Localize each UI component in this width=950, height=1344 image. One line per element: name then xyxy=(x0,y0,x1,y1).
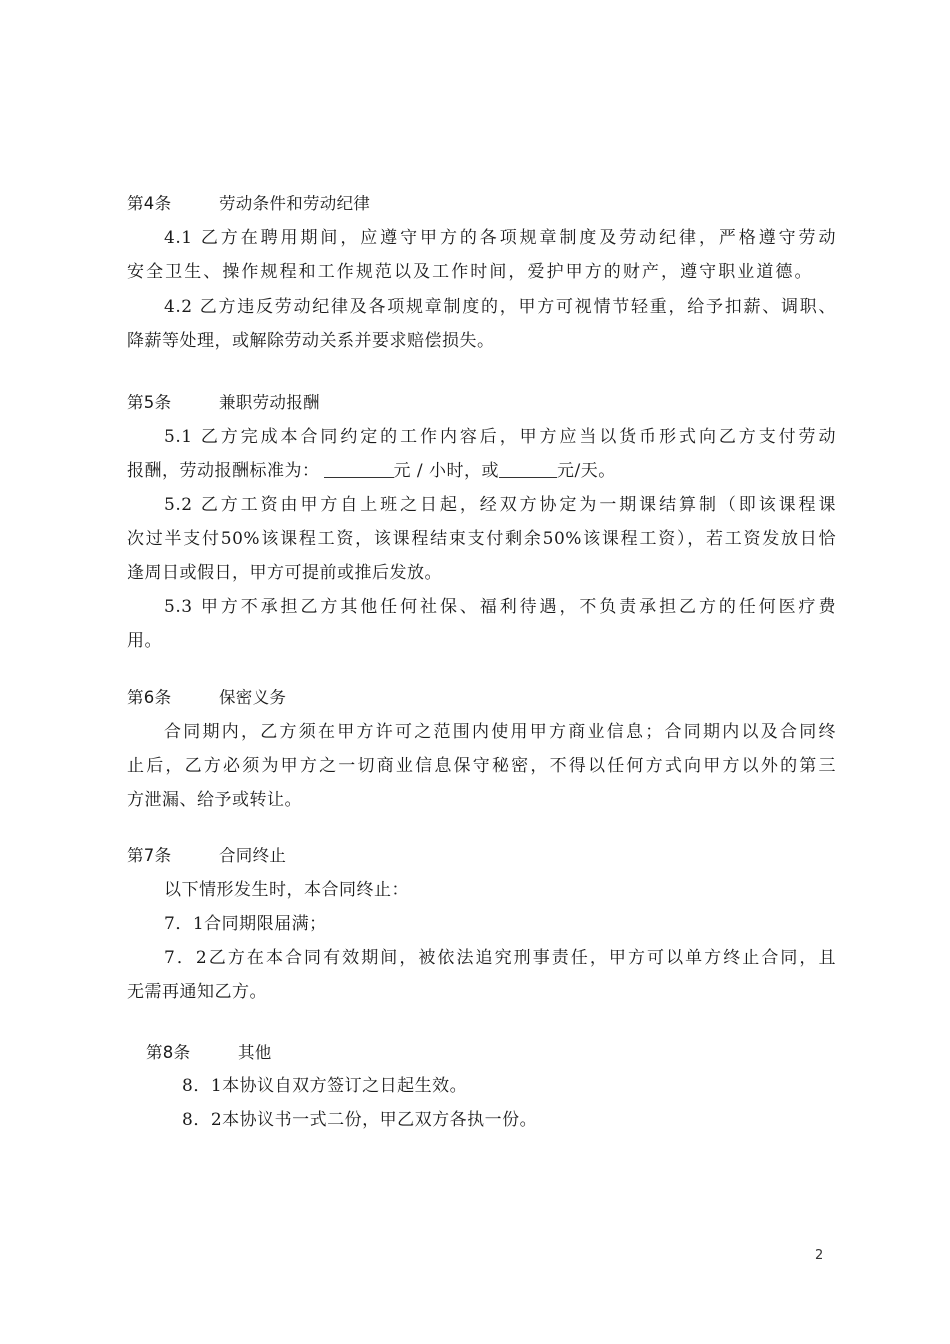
section-6-heading xyxy=(127,687,286,709)
paragraph-line: 5.3 甲方不承担乙方其他任何社保、福利待遇，不负责承担乙方的任何医疗费 xyxy=(164,597,836,617)
paragraph-line: 用。 xyxy=(127,631,162,651)
section-number: 第6条 xyxy=(127,688,172,707)
section-number: 第7条 xyxy=(127,846,172,865)
paragraph-line: 无需再通知乙方。 xyxy=(127,982,267,1002)
paragraph-line: 8．1本协议自双方签订之日起生效。 xyxy=(182,1076,468,1096)
paragraph-line xyxy=(127,460,616,482)
text-fragment: 元 / 小时，或 xyxy=(393,461,500,481)
page-number: 2 xyxy=(815,1248,824,1263)
paragraph-line: 止后，乙方必须为甲方之一切商业信息保守秘密，不得以任何方式向甲方以外的第三 xyxy=(127,756,836,776)
paragraph-line: 8．2本协议书一式二份，甲乙双方各执一份。 xyxy=(182,1110,538,1130)
section-4-heading xyxy=(127,193,370,215)
paragraph-line: 4.2 乙方违反劳动纪律及各项规章制度的，甲方可视情节轻重，给予扣薪、调职、 xyxy=(164,297,836,317)
paragraph-line: 逢周日或假日，甲方可提前或推后发放。 xyxy=(127,563,442,583)
paragraph-line: 次过半支付50%该课程工资，该课程结束支付剩余50%该课程工资），若工资发放日恰 xyxy=(127,529,836,549)
section-number: 第5条 xyxy=(127,393,172,412)
section-number: 第4条 xyxy=(127,194,172,213)
hourly-rate-blank[interactable] xyxy=(324,461,394,478)
paragraph-line: 降薪等处理，或解除劳动关系并要求赔偿损失。 xyxy=(127,331,495,351)
text-fragment: 元/天。 xyxy=(557,461,616,481)
section-5-heading xyxy=(127,392,320,414)
section-7-heading xyxy=(127,845,286,867)
paragraph-line: 安全卫生、操作规程和工作规范以及工作时间，爱护甲方的财产，遵守职业道德。 xyxy=(127,262,812,282)
section-title: 兼职劳动报酬 xyxy=(219,393,320,412)
text-fragment: 报酬，劳动报酬标准为： xyxy=(127,461,320,481)
section-title: 其他 xyxy=(238,1043,272,1062)
daily-rate-blank[interactable] xyxy=(499,461,557,478)
section-number: 第8条 xyxy=(146,1043,191,1062)
paragraph-line: 7．2乙方在本合同有效期间，被依法追究刑事责任，甲方可以单方终止合同，且 xyxy=(164,948,836,968)
section-title: 合同终止 xyxy=(219,846,287,865)
paragraph-line: 5.2 乙方工资由甲方自上班之日起，经双方协定为一期课结算制（即该课程课 xyxy=(164,495,836,515)
paragraph-line: 7．1合同期限届满； xyxy=(164,914,327,934)
paragraph-line: 方泄漏、给予或转让。 xyxy=(127,790,302,810)
section-title: 劳动条件和劳动纪律 xyxy=(219,194,371,213)
section-8-heading xyxy=(146,1042,272,1064)
paragraph-line: 4.1 乙方在聘用期间，应遵守甲方的各项规章制度及劳动纪律，严格遵守劳动 xyxy=(164,228,836,248)
paragraph-line: 合同期内，乙方须在甲方许可之范围内使用甲方商业信息；合同期内以及合同终 xyxy=(164,722,836,742)
section-title: 保密义务 xyxy=(219,688,287,707)
paragraph-line: 5.1 乙方完成本合同约定的工作内容后，甲方应当以货币形式向乙方支付劳动 xyxy=(164,427,836,447)
paragraph-line: 以下情形发生时，本合同终止： xyxy=(164,880,409,900)
